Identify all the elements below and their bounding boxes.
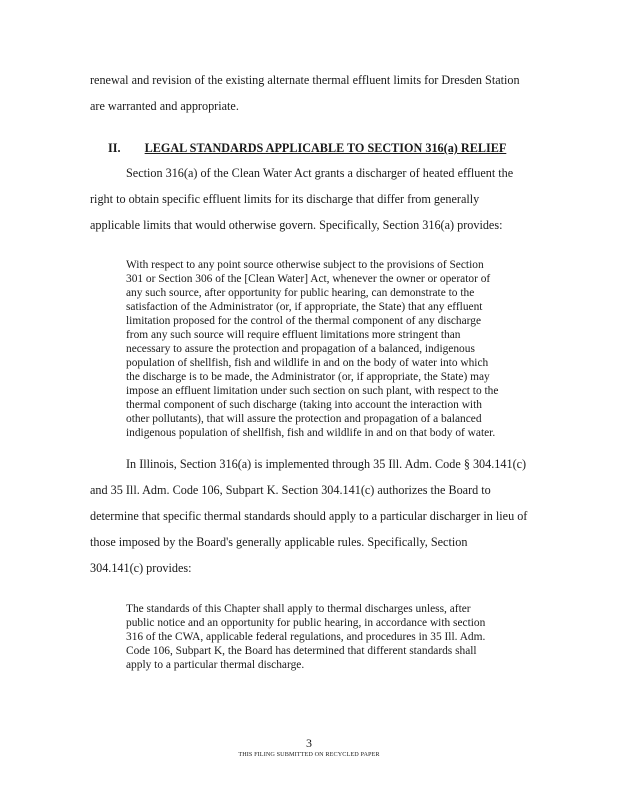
paragraph-3-line-3: determine that specific thermal standards should apply to a particular discharger in lieu of — [90, 509, 528, 523]
quote-1-line: impose an effluent limitation under such section on such plant, with respect to the — [126, 385, 499, 397]
paragraph-1-line-2: are warranted and appropriate. — [90, 99, 239, 113]
paragraph-2-line-1: Section 316(a) of the Clean Water Act grants a discharger of heated effluent the — [126, 166, 514, 180]
paragraph-2-line-2: right to obtain specific effluent limits for its discharge that differ from generally — [90, 192, 480, 206]
quote-2-line: apply to a particular thermal discharge. — [126, 659, 305, 671]
quote-1-line: the discharge is to be made, the Administrator (or, if appropriate, the State) may — [126, 371, 490, 383]
quote-1-line: from any such source will require effluent limitations more stringent than — [126, 329, 461, 341]
section-title: LEGAL STANDARDS APPLICABLE TO SECTION 316(a) RELIEF — [144, 141, 507, 155]
quote-1-line: other pollutants), that will assure the protection and propagation of a balanced — [126, 413, 482, 425]
page-number: 3 — [306, 736, 312, 750]
quote-1-line: any such source, after opportunity for public hearing, can demonstrate to the — [126, 287, 475, 299]
quote-1-line: With respect to any point source otherwise subject to the provisions of Section — [126, 259, 484, 271]
paragraph-3-line-1: In Illinois, Section 316(a) is implemented through 35 Ill. Adm. Code § 304.141(c) — [126, 457, 527, 471]
paragraph-3-line-4: those imposed by the Board's generally applicable rules. Specifically, Section — [90, 535, 468, 549]
paragraph-1-line-1: renewal and revision of the existing alternate thermal effluent limits for Dresden Station — [90, 73, 520, 87]
quote-1-line: necessary to assure the protection and propagation of a balanced, indigenous — [126, 343, 475, 355]
quote-2-line: Code 106, Subpart K, the Board has determined that different standards shall — [126, 645, 477, 657]
paragraph-3-line-5: 304.141(c) provides: — [90, 561, 192, 575]
paragraph-2-line-3: applicable limits that would otherwise govern. Specifically, Section 316(a) provides: — [90, 218, 503, 232]
quote-1-line: limitation proposed for the control of the thermal component of any discharge — [126, 315, 482, 327]
quote-2-line: The standards of this Chapter shall apply to thermal discharges unless, after — [126, 603, 471, 615]
section-heading — [108, 141, 506, 156]
paragraph-3-line-2: and 35 Ill. Adm. Code 106, Subpart K. Section 304.141(c) authorizes the Board to — [90, 483, 491, 497]
quote-1-line: population of shellfish, fish and wildlife in and on the body of water into which — [126, 357, 489, 369]
quote-1-line: satisfaction of the Administrator (or, if appropriate, the State) that any effluent — [126, 301, 483, 313]
section-number: II. — [108, 141, 121, 155]
quote-1-line: thermal component of such discharge (taking into account the interaction with — [126, 399, 482, 411]
quote-2-line: 316 of the CWA, applicable federal regulations, and procedures in 35 Ill. Adm. — [126, 631, 486, 643]
recycled-paper-notice: THIS FILING SUBMITTED ON RECYCLED PAPER — [238, 751, 380, 758]
quote-2-line: public notice and an opportunity for public hearing, in accordance with section — [126, 617, 486, 629]
quote-1-line: 301 or Section 306 of the [Clean Water] Act, whenever the owner or operator of — [126, 273, 491, 285]
quote-1-line: indigenous population of shellfish, fish and wildlife in and on that body of water. — [126, 427, 496, 439]
